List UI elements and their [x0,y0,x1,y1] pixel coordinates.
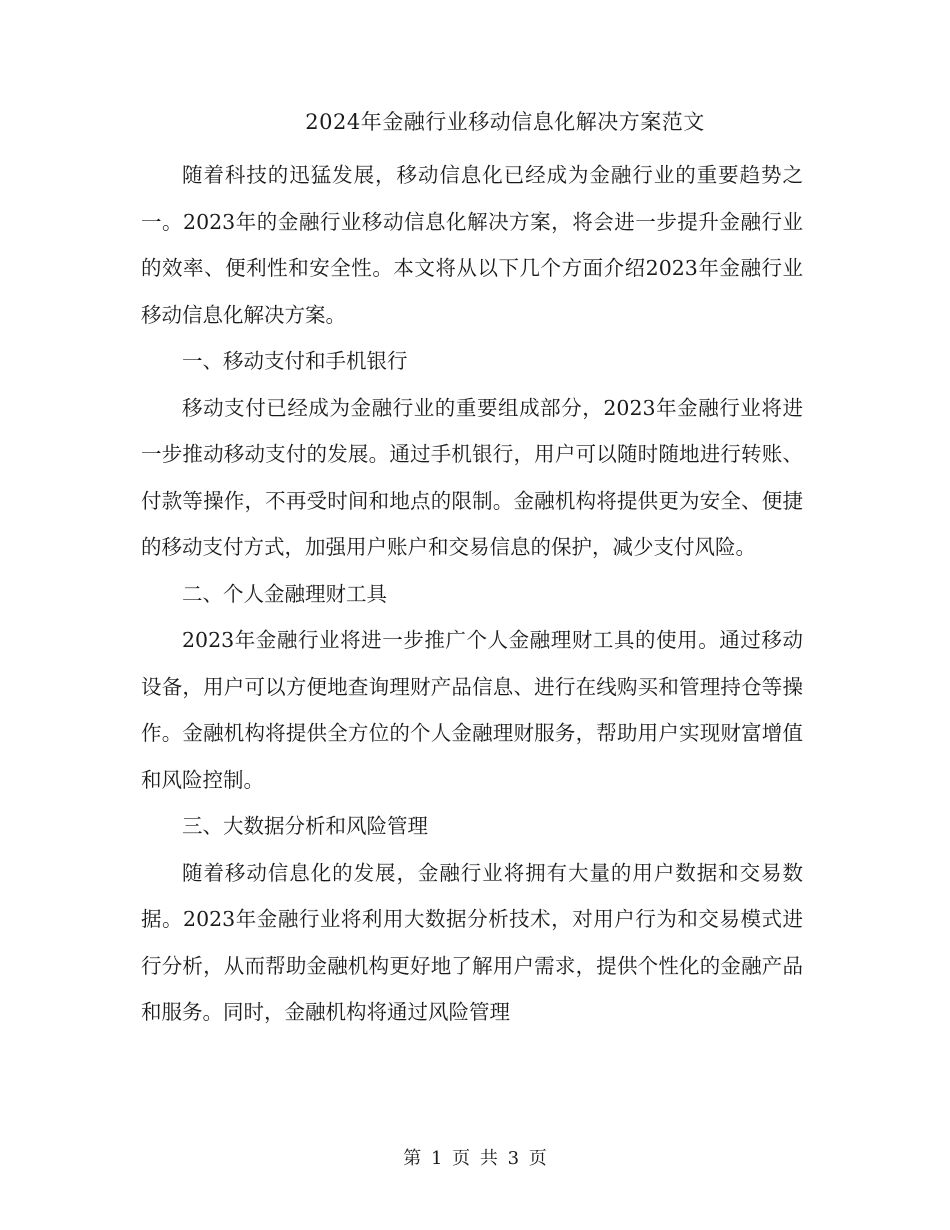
section-heading-3: 三、大数据分析和风险管理 [182,814,428,838]
document-title: 2024年金融行业移动信息化解决方案范文 [305,110,705,134]
document-body [141,152,803,1036]
section-heading-2: 二、个人金融理财工具 [182,581,387,606]
page-footer: 第 1 页 共 3 页 [403,1148,547,1169]
paragraph-big-data: 随着移动信息化的发展，金融行业将拥有大量的用户数据和交易数据。2023年金融行业将利用大数据分析技术，对用户行为和交易模式进行分析，从而帮助金融机构更好地了解用户需求，提供个性化的金融产品和服务。同时，金融机构将通过风险管理 [141,860,803,1024]
section-heading-1: 一、移动支付和手机银行 [182,349,408,373]
paragraph-personal-finance: 2023年金融行业将进一步推广个人金融理财工具的使用。通过移动设备，用户可以方便地查询理财产品信息、进行在线购买和管理持仓等操作。金融机构将提供全方位的个人金融理财服务，帮助用户实现财富增值和风险控制。 [141,628,803,792]
paragraph-mobile-payment: 移动支付已经成为金融行业的重要组成部分，2023年金融行业将进一步推动移动支付的发展。通过手机银行，用户可以随时随地进行转账、付款等操作，不再受时间和地点的限制。金融机构将提供更为安全、便捷的移动支付方式，加强用户账户和交易信息的保护，减少支付风险。 [141,395,803,559]
paragraph-intro: 随着科技的迅猛发展，移动信息化已经成为金融行业的重要趋势之一。2023年的金融行业移动信息化解决方案，将会进一步提升金融行业的效率、便利性和安全性。本文将从以下几个方面介绍2023年金融行业移动信息化解决方案。 [141,163,803,327]
